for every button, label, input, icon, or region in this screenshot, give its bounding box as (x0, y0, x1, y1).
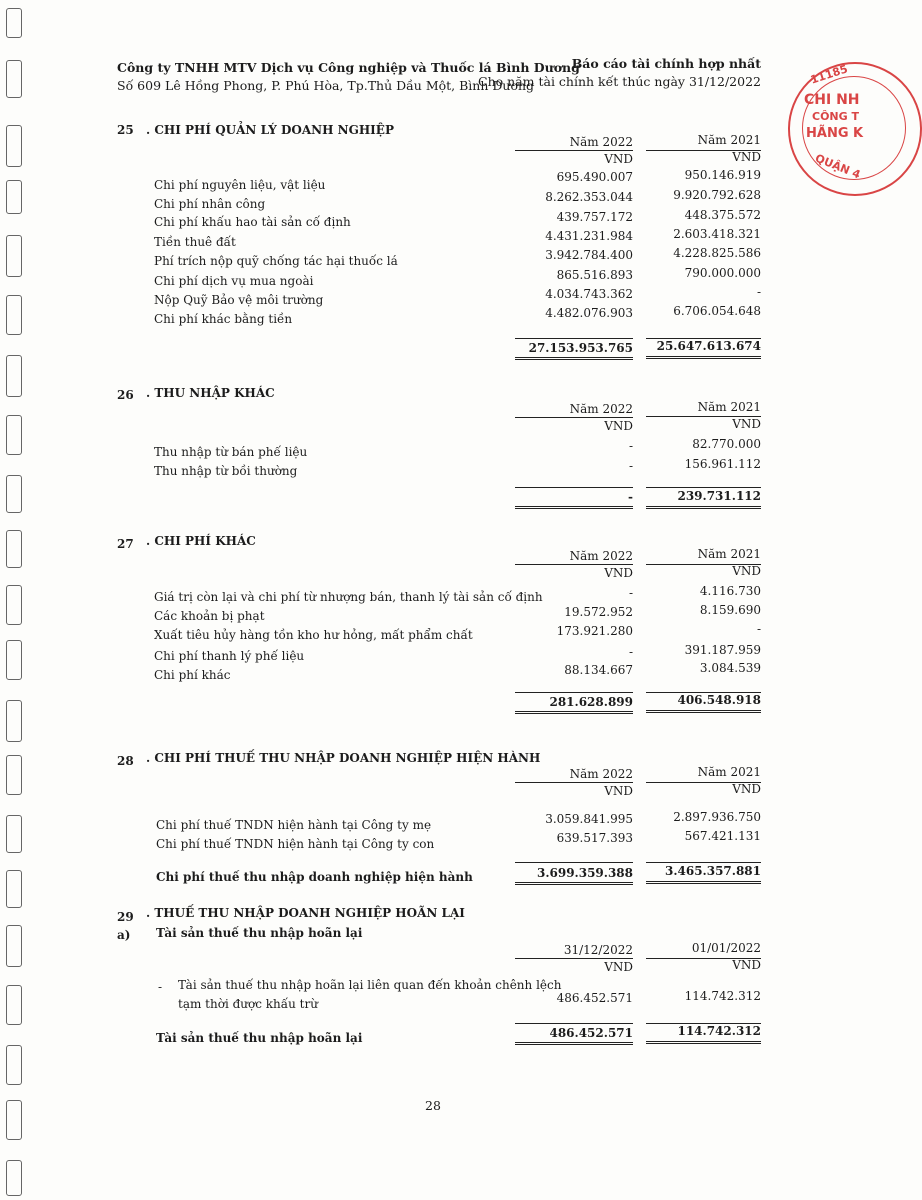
row-value-2022: 639.517.393 (556, 831, 633, 845)
row-value-date-1: 486.452.571 (556, 991, 633, 1005)
section-title: . THUẾ THU NHẬP DOANH NGHIỆP HOÃN LẠI (146, 906, 465, 920)
row-label: Thu nhập từ bồi thường (154, 464, 298, 478)
row-value-2021: 950.146.919 (684, 168, 761, 182)
row-label: Nộp Quỹ Bảo vệ môi trường (154, 293, 324, 307)
section-number: 26 (117, 388, 134, 402)
row-label: Chi phí nhân công (154, 197, 266, 211)
company-name: Công ty TNHH MTV Dịch vụ Công nghiệp và Thuốc lá Bình Dương (117, 60, 580, 75)
row-value-2021: 2.897.936.750 (673, 810, 761, 824)
row-label: Chi phí thuế TNDN hiện hành tại Công ty mẹ (156, 818, 432, 832)
row-label: Chi phí khác (154, 668, 231, 682)
total-2021: 406.548.918 (677, 693, 761, 707)
row-bullet: - (158, 980, 163, 994)
row-value-2022: 3.059.841.995 (545, 812, 633, 826)
row-label: Chi phí thanh lý phế liệu (154, 649, 305, 663)
row-label: Giá trị còn lại và chi phí từ nhượng bán, thanh lý tài sản cố định (154, 590, 543, 604)
total-2022: 3.699.359.388 (536, 866, 633, 880)
row-value-2021: 448.375.572 (684, 208, 761, 222)
unit-label: VND (732, 564, 761, 578)
total-label: Tài sản thuế thu nhập hoãn lại (156, 1031, 363, 1045)
row-value-2022: - (628, 439, 633, 453)
row-value-2021: 8.159.690 (699, 603, 761, 617)
unit-label: VND (604, 419, 633, 433)
row-value-2021: 6.706.054.648 (673, 304, 761, 318)
col-header-2022: Năm 2022 (569, 135, 633, 149)
col-header-2022: Năm 2022 (569, 767, 633, 781)
row-value-2022: - (628, 586, 633, 600)
subsection-number: a) (117, 928, 131, 942)
row-value-2022: 4.431.231.984 (545, 229, 633, 243)
row-label: Chi phí khấu hao tài sản cố định (154, 215, 351, 229)
row-label-line-1: Tài sản thuế thu nhập hoãn lại liên quan đến khoản chênh lệch (178, 978, 562, 992)
col-header-date-1: 31/12/2022 (563, 943, 633, 957)
row-value-2022: - (628, 645, 633, 659)
col-header-2021: Năm 2021 (697, 765, 761, 779)
row-label: Chi phí khác bằng tiền (154, 312, 293, 326)
row-value-2022: 3.942.784.400 (545, 248, 633, 262)
unit-label: VND (732, 417, 761, 431)
row-label: Chi phí thuế TNDN hiện hành tại Công ty con (156, 837, 435, 851)
total-2021: 25.647.613.674 (656, 339, 761, 353)
row-value-2022: 8.262.353.044 (545, 190, 633, 204)
unit-label: VND (604, 960, 633, 974)
row-value-2021: 9.920.792.628 (673, 188, 761, 202)
col-header-2021: Năm 2021 (697, 133, 761, 147)
row-value-2022: 173.921.280 (556, 624, 633, 638)
report-period: Cho năm tài chính kết thúc ngày 31/12/2022 (478, 74, 761, 89)
row-value-2021: 4.116.730 (699, 584, 761, 598)
total-date-1: 486.452.571 (549, 1026, 633, 1040)
row-label: Thu nhập từ bán phế liệu (154, 445, 308, 459)
row-value-2021: 567.421.131 (684, 829, 761, 843)
row-value-2022: 439.757.172 (556, 210, 633, 224)
row-value-2022: 4.034.743.362 (545, 287, 633, 301)
unit-label: VND (732, 150, 761, 164)
row-value-2021: 790.000.000 (684, 266, 761, 280)
unit-label: VND (732, 782, 761, 796)
row-label: Phí trích nộp quỹ chống tác hại thuốc lá (154, 254, 398, 268)
total-2022: 281.628.899 (549, 695, 633, 709)
row-value-2021: 156.961.112 (684, 457, 761, 471)
row-value-2021: 391.187.959 (684, 643, 761, 657)
section-title: . CHI PHÍ THUẾ THU NHẬP DOANH NGHIỆP HIỆN HÀNH (146, 751, 541, 765)
row-label: Chi phí nguyên liệu, vật liệu (154, 178, 326, 192)
row-value-2022: 88.134.667 (564, 663, 633, 677)
row-label: Xuất tiêu hủy hàng tồn kho hư hỏng, mất phẩm chất (154, 628, 473, 642)
col-header-2022: Năm 2022 (569, 402, 633, 416)
total-2021: 239.731.112 (677, 489, 761, 503)
section-number: 29 (117, 910, 134, 924)
row-value-2021: 4.228.825.586 (673, 246, 761, 260)
row-value-2022: - (628, 459, 633, 473)
section-title: . THU NHẬP KHÁC (146, 386, 275, 400)
row-value-2022: 695.490.007 (556, 170, 633, 184)
row-label: Tiền thuê đất (154, 235, 236, 249)
col-header-date-2: 01/01/2022 (691, 941, 761, 955)
row-value-2021: 2.603.418.321 (673, 227, 761, 241)
col-header-2021: Năm 2021 (697, 400, 761, 414)
section-number: 25 (117, 123, 134, 137)
row-value-2022: 19.572.952 (564, 605, 633, 619)
section-title: . CHI PHÍ KHÁC (146, 534, 256, 548)
row-value-2021: 82.770.000 (692, 437, 761, 451)
unit-label: VND (604, 566, 633, 580)
row-label: Chi phí dịch vụ mua ngoài (154, 274, 314, 288)
total-label: Chi phí thuế thu nhập doanh nghiệp hiện hành (156, 870, 473, 884)
row-value-2022: 865.516.893 (556, 268, 633, 282)
report-title: Báo cáo tài chính hợp nhất (571, 56, 761, 71)
row-value-2021: - (756, 285, 761, 299)
row-label-line-2: tạm thời được khấu trừ (178, 997, 318, 1011)
company-address: Số 609 Lê Hồng Phong, P. Phú Hòa, Tp.Thủ Dầu Một, Bình Dương (117, 78, 535, 93)
row-label: Các khoản bị phạt (154, 609, 265, 623)
subsection-title: Tài sản thuế thu nhập hoãn lại (156, 926, 363, 940)
section-title: . CHI PHÍ QUẢN LÝ DOANH NGHIỆP (146, 123, 394, 137)
unit-label: VND (604, 152, 633, 166)
col-header-2022: Năm 2022 (569, 549, 633, 563)
unit-label: VND (732, 958, 761, 972)
col-header-2021: Năm 2021 (697, 547, 761, 561)
section-number: 28 (117, 754, 134, 768)
company-stamp: 11185 CHI NH CÔNG T HÃNG K QUẬN 4 (788, 62, 922, 196)
row-value-2021: 3.084.539 (699, 661, 761, 675)
row-value-date-2: 114.742.312 (684, 989, 761, 1003)
total-2022: 27.153.953.765 (528, 341, 633, 355)
row-value-2021: - (756, 622, 761, 636)
total-date-2: 114.742.312 (677, 1024, 761, 1038)
total-2022: - (628, 490, 633, 504)
page-number: 28 (425, 1098, 441, 1113)
unit-label: VND (604, 784, 633, 798)
row-value-2022: 4.482.076.903 (545, 306, 633, 320)
total-2021: 3.465.357.881 (664, 864, 761, 878)
section-number: 27 (117, 537, 134, 551)
